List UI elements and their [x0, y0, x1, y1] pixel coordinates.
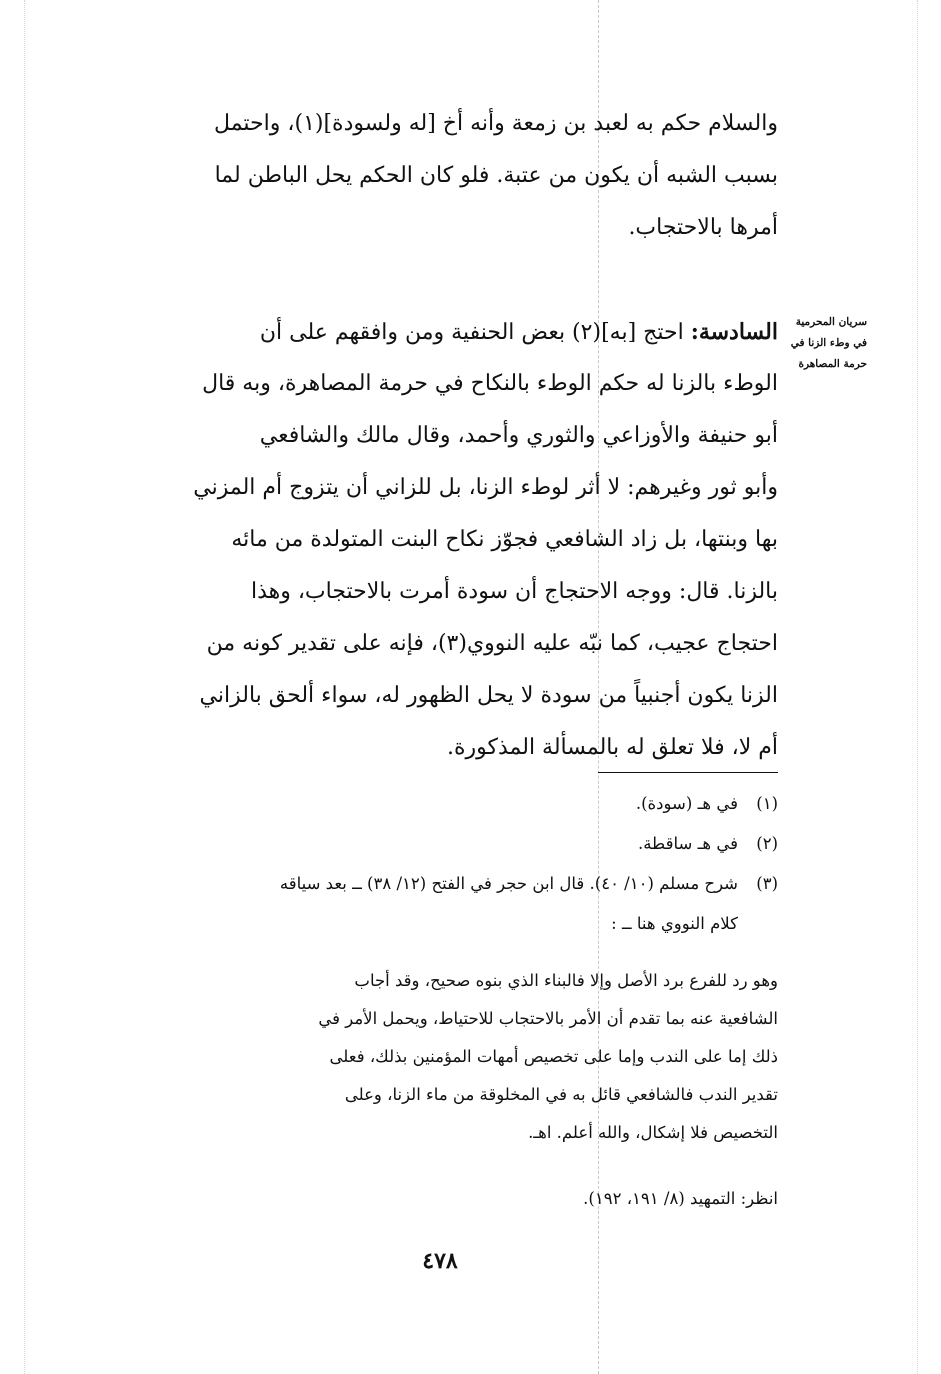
footnote-text: في هـ (سودة).	[635, 794, 738, 813]
footnote	[104, 824, 778, 864]
footnote-number: (٢)	[756, 834, 778, 853]
margin-note-line: سريان المحرمية	[795, 316, 867, 328]
quote-line: التخصيص فلا إشكال، والله أعلم. اهـ.	[528, 1123, 778, 1142]
scan-edge-left	[24, 0, 25, 1374]
text-line: أم لا، فلا تعلق له بالمسألة المذكورة.	[447, 735, 778, 760]
text-line	[104, 306, 778, 358]
footnote-quote	[104, 962, 778, 1152]
text-line: بسبب الشبه أن يكون من عتبة. فلو كان الحكم يحل الباطن لما	[214, 163, 778, 188]
quote-line: تقدير الندب فالشافعي قائل به في المخلوقة من ماء الزنا، وعلى	[344, 1085, 778, 1104]
section-paragraph	[104, 306, 778, 774]
quote-line: وهو رد للفرع برد الأصل وإلا فالبناء الذي بنوه صحيح، وقد أجاب	[354, 971, 778, 990]
section-heading: السادسة:	[690, 319, 778, 345]
text-line: الزنا يكون أجنبياً من سودة لا يحل الظهور له، سواء ألحق بالزاني	[199, 683, 778, 708]
footnote	[104, 864, 778, 904]
scan-edge-right	[917, 0, 918, 1374]
text-line: أبو حنيفة والأوزاعي والثوري وأحمد، وقال مالك والشافعي	[259, 423, 778, 448]
footnote-separator	[598, 772, 778, 773]
text-line: الوطء بالزنا له حكم الوطء بالنكاح في حرمة المصاهرة، وبه قال	[202, 371, 778, 396]
footnote	[104, 784, 778, 824]
text-run: احتج [به](٢) بعض الحنفية ومن وافقهم على أن	[259, 320, 691, 345]
text-line: والسلام حكم به لعبد بن زمعة وأنه أخ [له ولسودة](١)، واحتمل	[214, 111, 778, 136]
text-line: وأبو ثور وغيرهم: لا أثر لوطء الزنا، بل للزاني أن يتزوج أم المزني	[193, 475, 778, 500]
footnotes	[104, 784, 778, 944]
text-line: أمرها بالاحتجاب.	[628, 215, 778, 240]
footnote-text: كلام النووي هنا ــ :	[611, 914, 738, 933]
footnote-text: في هـ ساقطة.	[637, 834, 738, 853]
footnote-continuation	[104, 904, 778, 944]
footnote-text: شرح مسلم (١٠/ ٤٠). قال ابن حجر في الفتح (١٢/ ٣٨) ــ بعد سياقه	[279, 874, 738, 893]
citation-block	[104, 1182, 778, 1216]
footnote-number: (١)	[756, 794, 778, 813]
margin-note-line: حرمة المصاهرة	[798, 358, 867, 370]
page-number: ٤٧٨	[422, 1248, 458, 1274]
quote-line: ذلك إما على الندب وإما على تخصيص أمهات المؤمنين بذلك، فعلى	[329, 1047, 778, 1066]
margin-note	[785, 312, 867, 375]
text-line: بها وبنتها، بل زاد الشافعي فجوّز نكاح البنت المتولدة من مائه	[231, 527, 778, 552]
continued-paragraph	[104, 98, 778, 254]
citation: انظر: التمهيد (٨/ ١٩١، ١٩٢).	[583, 1189, 778, 1208]
footnote-number: (٣)	[756, 874, 778, 893]
quote-line: الشافعية عنه بما تقدم أن الأمر بالاحتجاب للاحتياط، ويحمل الأمر في	[318, 1009, 778, 1028]
text-line: بالزنا. قال: ووجه الاحتجاج أن سودة أمرت بالاحتجاب، وهذا	[250, 579, 778, 604]
margin-note-line: في وطء الزنا في	[790, 337, 867, 349]
text-line: احتجاج عجيب، كما نبّه عليه النووي(٣)، فإنه على تقدير كونه من	[206, 631, 778, 656]
